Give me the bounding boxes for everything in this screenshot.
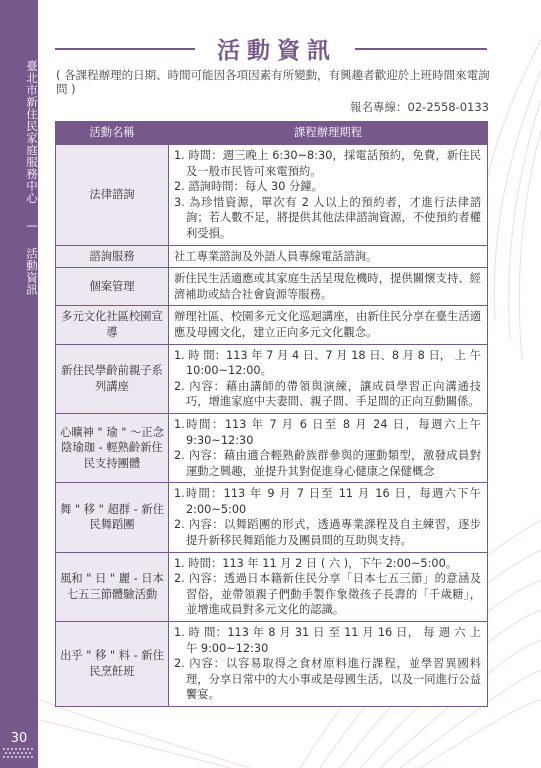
- activity-table: [55, 121, 488, 707]
- page-number: 30: [10, 731, 28, 746]
- table-header-row: [56, 122, 488, 145]
- activity-name: 諮詢服務: [56, 245, 169, 268]
- table-row: [56, 145, 488, 246]
- table-body: [56, 145, 488, 707]
- table-row: [56, 245, 488, 268]
- schedule-item: 2. 內容：藉由講師的帶領與演練，讓成員學習正向溝通技巧，增進家庭中夫妻間、親子間、手足間的正向互動關係。: [174, 379, 481, 409]
- schedule-item-list: [174, 309, 481, 340]
- schedule-item: 2. 內容：以舞蹈團的形式，透過專業課程及自主練習，逐步提升新移民舞蹈能力及團員間的互助與支持。: [174, 518, 481, 548]
- schedule-item: 2. 內容：藉由適合輕熟齡族群參與的運動類型，激發成員對運動之興趣，並提升其對促進身心健康之保健概念: [174, 449, 481, 478]
- schedule-item: 1. 時 間：113 年 8 月 31 日 至 11 月 16 日， 每 週 六 上 午 9:00~12:30: [174, 626, 481, 655]
- schedule-item-list: [174, 486, 481, 548]
- table-row: [56, 413, 488, 482]
- schedule-item: 1. 時間：113 年 11 月 2 日 ( 六 )，下午 2:00~5:00。: [174, 556, 458, 570]
- activity-name: 新住民學齡前親子系列講座: [56, 344, 169, 413]
- table-row: [56, 306, 488, 344]
- header-rule-left: [55, 48, 195, 50]
- activity-name: 舞 " 移 " 超群 - 新住民舞蹈團: [56, 483, 169, 552]
- schedule-item-list: [174, 148, 481, 242]
- schedule-item: 社工專業諮詢及外語人員專線電話諮詢。: [174, 249, 378, 263]
- schedule-item-list: [174, 417, 481, 479]
- activity-schedule: [169, 245, 488, 268]
- header-rule-right: [355, 48, 487, 50]
- corner-dots-decoration: [3, 748, 35, 760]
- schedule-item: 1. 時 間：113 年 7 月 4 日、7 月 18 日、8 月 8 日， 上 午 10:00~12:00。: [174, 348, 481, 378]
- schedule-item: 1. 時間：週三晚上 6:30~8:30，採電話預約，免費，新住民及一般市民皆可來電預約。: [174, 149, 481, 178]
- activity-schedule: [169, 306, 488, 344]
- activity-name: 心曠神 " 瑜 " ～正念陰瑜珈 - 輕熟齡新住民支持團體: [56, 413, 169, 482]
- schedule-item: 2. 內容：透過日本籍新住民分享「日本七五三節」的意涵及習俗，並帶領親子們動手製作象徵孩子長壽的「千歲糖」，並增進成員對多元文化的認識。: [174, 572, 481, 617]
- page-header: [55, 32, 487, 66]
- schedule-item-list: [174, 348, 481, 410]
- schedule-item: 2. 諮詢時間：每人 30 分鐘。: [174, 180, 323, 194]
- table-row: [56, 483, 488, 552]
- activity-schedule: [169, 622, 488, 707]
- schedule-item-list: [174, 625, 481, 703]
- activity-name: 個案管理: [56, 268, 169, 306]
- schedule-item: 1.時間：113 年 7 月 6 日至 8 月 24 日，每週六上午 9:30~12:30: [174, 417, 481, 447]
- column-header-activity: 活動名稱: [56, 122, 169, 145]
- table-row: [56, 622, 488, 707]
- page-title: 活動資訊: [217, 38, 337, 64]
- activity-name: 多元文化社區校園宣導: [56, 306, 169, 344]
- activity-schedule: [169, 552, 488, 621]
- schedule-note: ( 各課程辦理的日期、時間可能因各項因素有所變動，有興趣者歡迎於上班時間來電詢問 ): [56, 68, 490, 96]
- activity-schedule: [169, 145, 488, 246]
- activity-schedule: [169, 344, 488, 413]
- schedule-item: 1.時間：113 年 9 月 7 日至 11 月 16 日，每週六下午 2:00~5:00: [174, 487, 481, 516]
- schedule-item-list: [174, 556, 481, 618]
- side-title: 臺北市新住民家庭服務中心 — 活動資訊: [25, 60, 39, 296]
- activity-schedule: [169, 483, 488, 552]
- activity-schedule: [169, 268, 488, 306]
- schedule-item-list: [174, 249, 481, 265]
- table-row: [56, 344, 488, 413]
- activity-name: 風和 " 日 " 麗 - 日本七五三節體驗活動: [56, 552, 169, 621]
- activity-name: 法律諮詢: [56, 145, 169, 246]
- activity-name: 出乎 " 移 " 料 - 新住民烹飪班: [56, 622, 169, 707]
- schedule-item: 3. 為珍惜資源，單次有 2 人以上的預約者，才進行法律諮詢；若人數不足，將提供其他法律諮詢資源，不使預約者權利受損。: [174, 195, 481, 240]
- side-bar: [0, 0, 38, 768]
- schedule-item-list: [174, 271, 481, 302]
- schedule-item: 辦理社區、校園多元文化巡迴講座，由新住民分享在臺生活適應及母國文化，建立正向多元文化觀念。: [174, 310, 481, 339]
- activity-schedule: [169, 413, 488, 482]
- table-row: [56, 552, 488, 621]
- schedule-item: 新住民生活適應或其家庭生活呈現危機時，提供關懷支持、經濟補助或結合社會資源等服務。: [174, 272, 481, 301]
- signup-hotline: 報名專線：02-2558-0133: [350, 100, 489, 114]
- table-row: [56, 268, 488, 306]
- schedule-item: 2. 內容：以容易取得之食材原料進行課程，並學習異國料理，分享日常中的大小事或是母國生活，以及一同進行公益饗宴。: [174, 657, 481, 702]
- column-header-schedule: 課程辦理期程: [169, 122, 488, 145]
